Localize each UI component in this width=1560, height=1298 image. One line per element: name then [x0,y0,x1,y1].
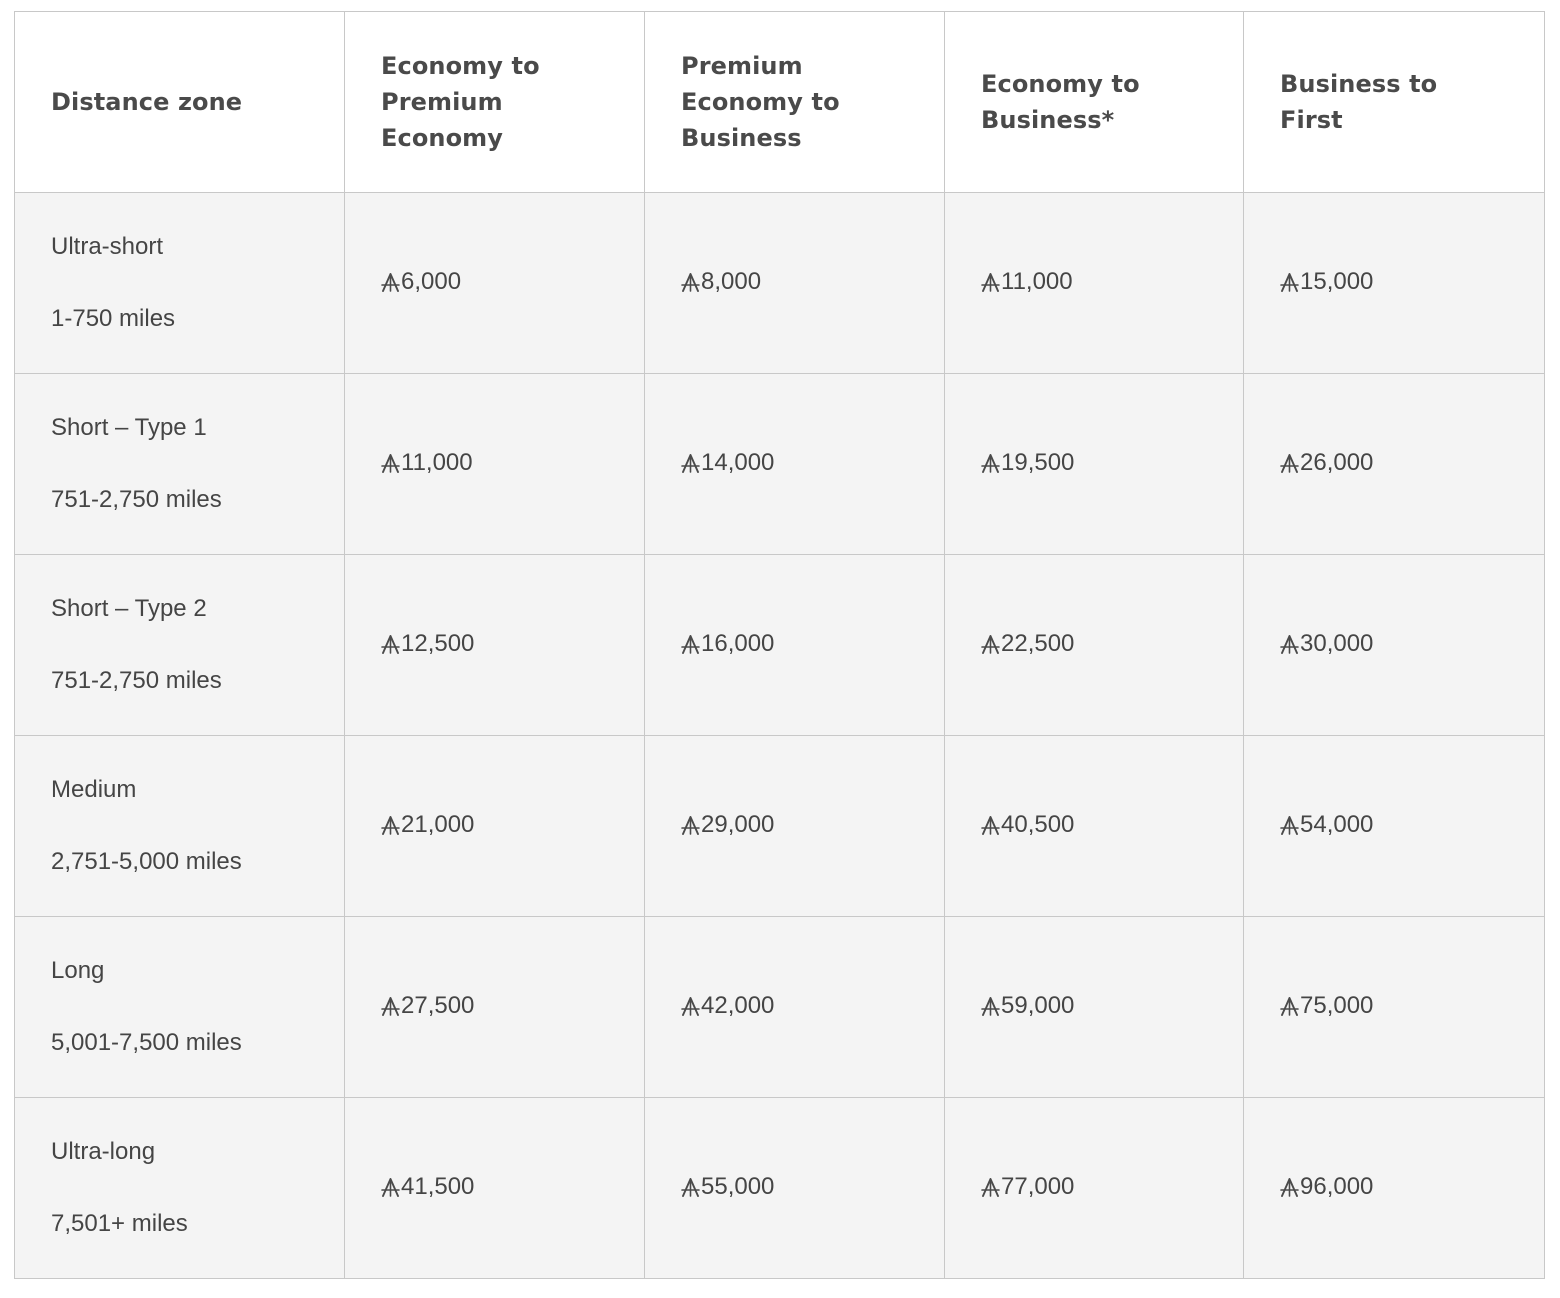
price-cell [945,917,1244,1098]
zone-range: 2,751-5,000 miles [51,848,242,875]
avios-icon [681,272,700,292]
price-value: 19,500 [1001,448,1075,476]
price-cell [1244,374,1545,555]
price-cell [345,1098,645,1279]
avios-icon [681,453,700,473]
avios-icon [981,453,1000,473]
table-row [15,555,1545,736]
price-cell [645,193,945,374]
zone-cell [15,555,345,736]
header-economy-to-business: Economy to Business* [945,12,1244,193]
price-value: 75,000 [1300,991,1374,1019]
price-cell [645,1098,945,1279]
table-row [15,1098,1545,1279]
price-value: 11,000 [401,448,473,476]
zone-range: 751-2,750 miles [51,667,222,694]
price-cell [645,555,945,736]
zone-name: Medium [51,776,137,803]
zone-name: Ultra-long [51,1138,156,1165]
price-value: 42,000 [701,991,775,1019]
zone-range: 1-750 miles [51,305,176,332]
price-cell [345,736,645,917]
price-cell [1244,1098,1545,1279]
zone-cell [15,193,345,374]
table-row [15,193,1545,374]
avios-icon [681,1177,700,1197]
avios-icon [381,996,400,1016]
price-value: 21,000 [401,810,475,838]
avios-icon [1280,453,1299,473]
price-value: 30,000 [1300,629,1374,657]
zone-cell [15,1098,345,1279]
price-value: 14,000 [701,448,775,476]
avios-icon [1280,1177,1299,1197]
price-value: 11,000 [1001,267,1073,295]
price-value: 6,000 [401,267,462,295]
price-cell [345,917,645,1098]
price-value: 12,500 [401,629,475,657]
price-cell [945,736,1244,917]
avios-icon [681,634,700,654]
avios-icon [1280,996,1299,1016]
price-value: 59,000 [1001,991,1075,1019]
table-row [15,736,1545,917]
price-value: 29,000 [701,810,775,838]
zone-name: Ultra-short [51,233,164,260]
avios-icon [1280,272,1299,292]
price-cell [345,555,645,736]
zone-name: Short – Type 1 [51,414,207,441]
zone-range: 751-2,750 miles [51,486,222,513]
price-value: 26,000 [1300,448,1374,476]
price-value: 40,500 [1001,810,1075,838]
header-economy-to-premium-economy: Economy to Premium Economy [345,12,645,193]
price-value: 77,000 [1001,1172,1075,1200]
header-business-to-first: Business to First [1244,12,1545,193]
avios-icon [381,1177,400,1197]
price-cell [945,1098,1244,1279]
header-distance-zone: Distance zone [15,12,345,193]
price-value: 54,000 [1300,810,1374,838]
price-cell [1244,917,1545,1098]
price-cell [645,917,945,1098]
price-value: 41,500 [401,1172,475,1200]
upgrade-pricing-table [14,11,1545,1279]
table-row [15,917,1545,1098]
price-cell [645,736,945,917]
avios-icon [381,634,400,654]
avios-icon [681,815,700,835]
price-value: 16,000 [701,629,775,657]
zone-range: 7,501+ miles [51,1210,188,1237]
price-value: 55,000 [701,1172,775,1200]
zone-cell [15,736,345,917]
zone-cell [15,374,345,555]
zone-range: 5,001-7,500 miles [51,1029,242,1056]
avios-icon [381,815,400,835]
price-value: 27,500 [401,991,475,1019]
avios-icon [981,634,1000,654]
zone-name: Short – Type 2 [51,595,207,622]
price-cell [645,374,945,555]
avios-icon [981,1177,1000,1197]
avios-icon [1280,815,1299,835]
price-cell [945,193,1244,374]
price-cell [945,374,1244,555]
price-value: 22,500 [1001,629,1075,657]
price-cell [1244,555,1545,736]
zone-cell [15,917,345,1098]
price-cell [345,374,645,555]
table-header-row [15,12,1545,193]
header-premium-economy-to-business: Premium Economy to Business [645,12,945,193]
price-value: 15,000 [1300,267,1374,295]
zone-name: Long [51,957,105,984]
avios-icon [981,815,1000,835]
avios-icon [981,996,1000,1016]
avios-icon [681,996,700,1016]
avios-icon [1280,634,1299,654]
price-cell [1244,193,1545,374]
price-cell [1244,736,1545,917]
price-cell [945,555,1244,736]
avios-icon [381,453,400,473]
avios-icon [981,272,1000,292]
price-value: 96,000 [1300,1172,1374,1200]
price-value: 8,000 [701,267,762,295]
price-cell [345,193,645,374]
avios-icon [381,272,400,292]
table-row [15,374,1545,555]
